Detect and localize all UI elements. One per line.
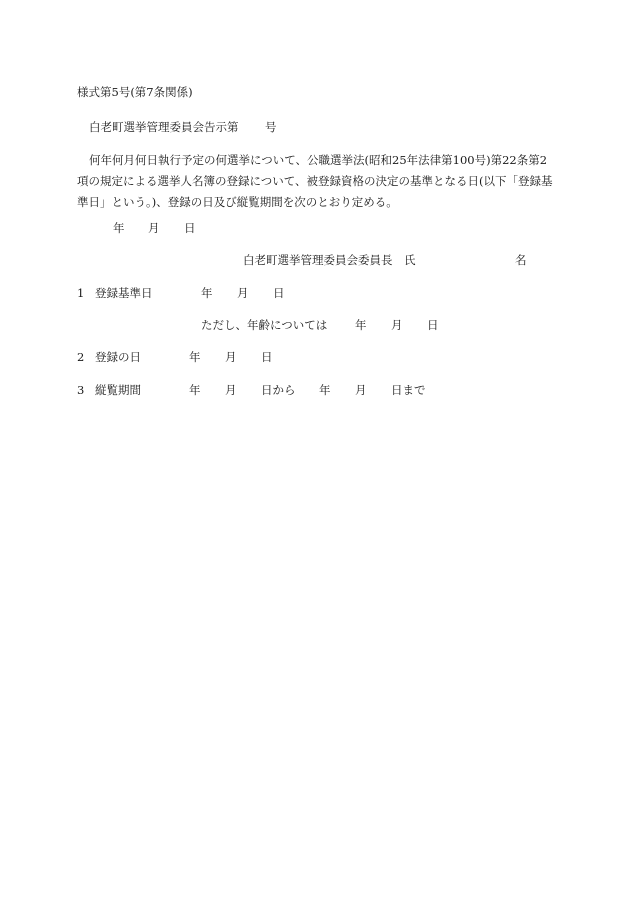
- proviso-year: 年: [355, 318, 367, 332]
- signature-title: 白老町選挙管理委員会委員長: [243, 253, 393, 267]
- item2-label: 登録の日: [95, 350, 141, 364]
- item3-label: 縦覧期間: [95, 383, 141, 397]
- signature-name-right: 名: [515, 253, 527, 267]
- proviso-month: 月: [391, 318, 403, 332]
- item3-month: 月: [225, 383, 237, 397]
- item3-day-to: 日まで: [391, 383, 426, 397]
- notice-title-suffix: 号: [265, 120, 277, 134]
- proviso-text: ただし、年齢については: [201, 318, 328, 332]
- item2-day: 日: [261, 350, 273, 364]
- proviso-day: 日: [427, 318, 439, 332]
- item1-year: 年: [201, 286, 213, 300]
- item2-month: 月: [225, 350, 237, 364]
- signature-name-left: 氏: [404, 253, 416, 267]
- date-day: 日: [184, 221, 196, 235]
- item1-number: 1: [77, 286, 85, 300]
- date-month: 月: [148, 221, 160, 235]
- item3-number: 3: [77, 383, 85, 397]
- item2-number: 2: [77, 350, 85, 364]
- item3-year2: 年: [319, 383, 331, 397]
- item2-year: 年: [189, 350, 201, 364]
- item1-label: 登録基準日: [95, 286, 153, 300]
- notice-title-prefix: 白老町選挙管理委員会告示第: [89, 120, 239, 134]
- form-label: 様式第5号(第7条関係): [77, 85, 193, 99]
- item3-day-from: 日から: [261, 383, 296, 397]
- item3-year: 年: [189, 383, 201, 397]
- date-year: 年: [113, 221, 125, 235]
- item3-month2: 月: [355, 383, 367, 397]
- item1-month: 月: [237, 286, 249, 300]
- body-paragraph: 何年何月何日執行予定の何選挙について、公職選挙法(昭和25年法律第100号)第22条第2項の規定による選挙人名簿の登録について、被登録資格の決定の基準となる日(以下「登録基準日」という。)、登録の日及び縦覧期間を次のとおり定める。: [77, 153, 553, 209]
- item1-day: 日: [273, 286, 285, 300]
